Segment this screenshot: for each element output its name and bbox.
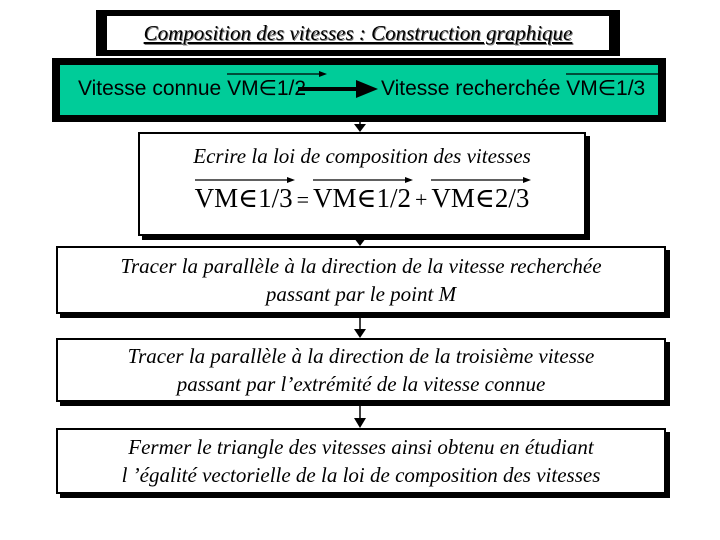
sought-speed-vector <box>566 76 645 101</box>
step-composition-law-text: Ecrire la loi de composition des vitesses <box>193 144 531 168</box>
step-parallel-sought-speed <box>56 246 666 314</box>
equation-lhs-vector <box>195 184 293 212</box>
plus-sign: + <box>415 187 428 212</box>
composition-equation <box>195 184 530 214</box>
equation-term2-vector <box>431 184 529 212</box>
vector-arrow-icon <box>227 71 327 77</box>
vector-arrow-icon <box>431 177 531 183</box>
flow-arrow-icon <box>354 117 366 132</box>
vector-arrow-icon <box>195 177 295 183</box>
step-close-triangle-line1: Fermer le triangle des vitesses ainsi obtenu en étudiant <box>128 435 594 459</box>
known-speed-label <box>78 76 306 101</box>
step-parallel-third-line1: Tracer la parallèle à la direction de la troisième vitesse <box>127 344 595 368</box>
vector-arrow-icon <box>313 177 413 183</box>
equation-lhs: VM∈1/3 <box>194 183 293 213</box>
step-close-triangle <box>56 428 666 494</box>
equation-term2: VM∈2/3 <box>431 183 530 213</box>
step-parallel-sought-line2: passant par le point M <box>265 282 457 306</box>
flow-arrow-icon <box>354 318 366 338</box>
flow-arrow-icon <box>354 238 366 246</box>
step-composition-law <box>138 132 586 236</box>
sought-speed-symbol: VM∈1/3 <box>566 77 646 100</box>
vector-arrow-icon <box>566 71 666 77</box>
equation-term1-vector <box>313 184 411 212</box>
flow-arrow-icon <box>354 406 366 428</box>
known-speed-symbol: VM∈1/2 <box>227 77 307 100</box>
step-close-triangle-line2: l ’égalité vectorielle de la loi de composition des vitesses <box>121 463 601 487</box>
known-speed-vector <box>227 76 306 101</box>
step-parallel-third-speed <box>56 338 666 402</box>
step-parallel-sought-line1: Tracer la parallèle à la direction de la vitesse recherchée <box>120 254 602 278</box>
equals-sign: = <box>296 187 309 212</box>
step-parallel-third-line2: passant par l’extrémité de la vitesse connue <box>176 372 546 396</box>
known-to-sought-arrow-icon <box>298 80 378 98</box>
sought-speed-prefix: Vitesse recherchée <box>381 77 567 100</box>
sought-speed-label <box>381 76 645 101</box>
diagram-title: Composition des vitesses : Construction graphique <box>143 20 573 45</box>
known-speed-prefix: Vitesse connue <box>78 77 228 100</box>
equation-term1: VM∈1/2 <box>313 183 411 213</box>
